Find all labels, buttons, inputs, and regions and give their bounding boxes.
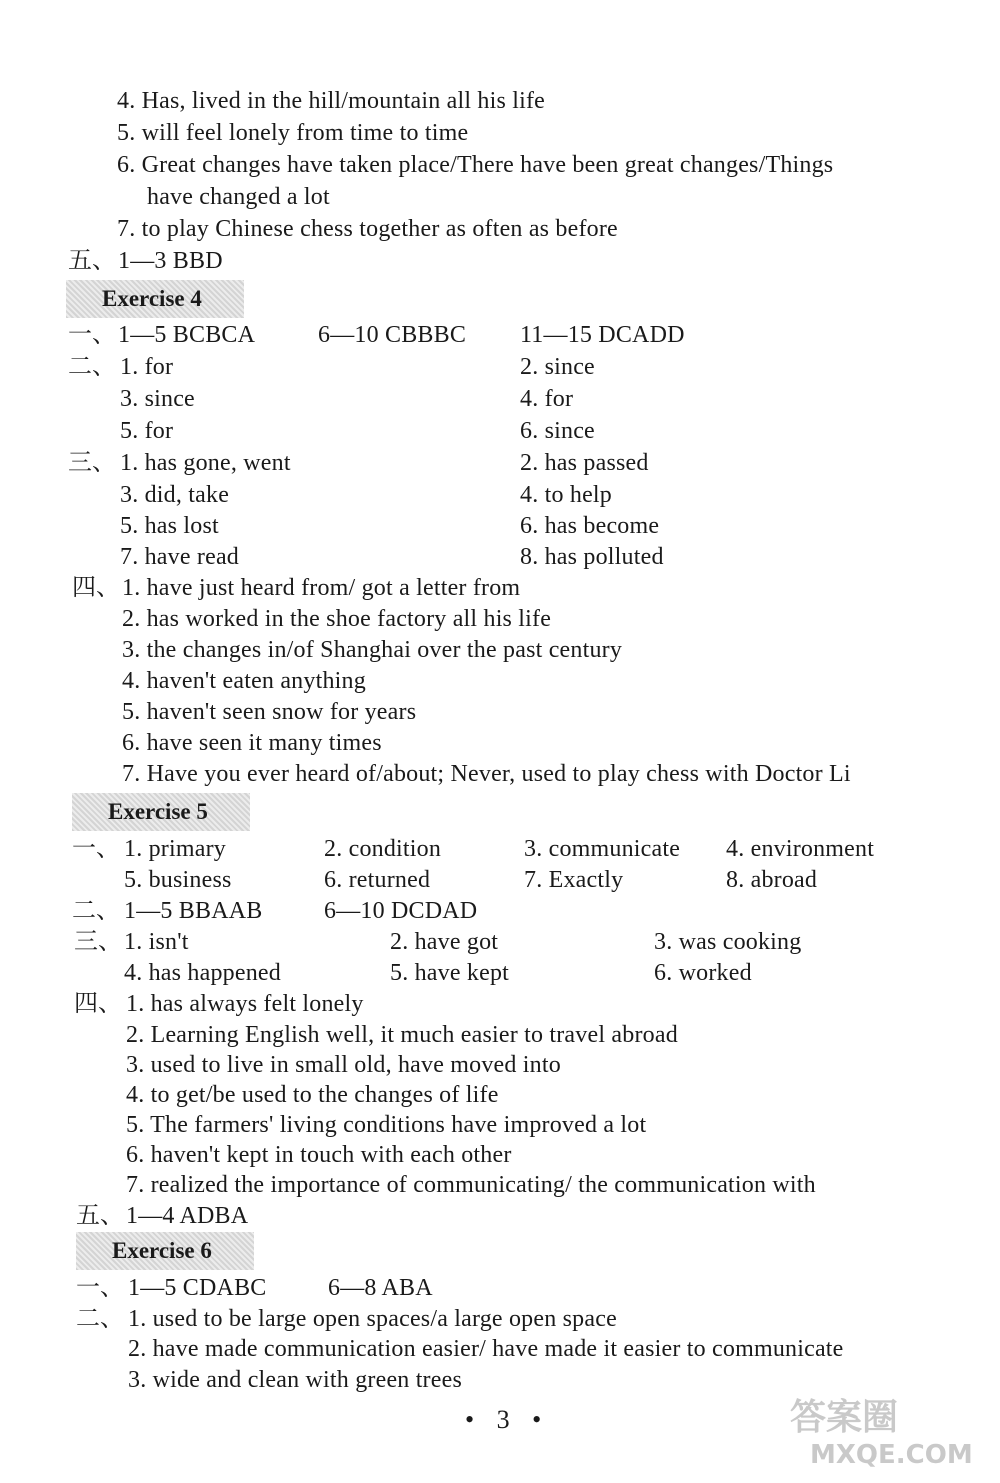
answer-item: 1. used to be large open spaces/a large open space [128,1306,617,1332]
answer-item: 7. to play Chinese chess together as often as before [117,216,618,242]
answer-item: 5. has lost [120,513,219,539]
answer-item: 1. has always felt lonely [126,991,364,1017]
answer-item: 7. realized the importance of communicating/ the communication with [126,1172,816,1198]
answer-item: 5. business [124,867,232,893]
answer-item: 1. has gone, went [120,450,291,476]
answer-item: 6. returned [324,867,431,893]
section-marker: 四、 [74,991,122,1017]
answer-item: 4. environment [726,836,875,862]
answer-item: 6—10 DCDAD [324,898,478,924]
answer-item: 3. the changes in/of Shanghai over the past century [122,637,623,663]
section-marker: 一、 [72,836,120,862]
answer-item: 1—5 CDABC [128,1275,267,1301]
answer-item: 2. have made communication easier/ have made it easier to communicate [128,1336,844,1362]
answer-item: 3. did, take [120,482,230,508]
answer-item: 3. was cooking [654,929,802,955]
answer-item: 6. has become [520,513,660,539]
exercise-heading: Exercise 4 [66,280,244,318]
answer-item: 3. since [120,386,195,412]
answer-item: 3. used to live in small old, have moved into [126,1052,561,1078]
answer-item: 4. to get/be used to the changes of life [126,1082,499,1108]
answer-item: 4. Has, lived in the hill/mountain all his life [117,88,546,114]
section-marker: 三、 [74,929,122,955]
answer-item: 3. wide and clean with green trees [128,1367,462,1393]
answer-item: 5. haven't seen snow for years [122,699,417,725]
answer-item: 11—15 DCADD [520,322,685,348]
section-marker: 一、 [76,1275,124,1301]
answer-item: 6. worked [654,960,752,986]
answer-item: 1—5 BBAAB [124,898,263,924]
page-number: • 3 • [465,1405,550,1434]
answer-item: 1—3 BBD [118,248,223,274]
answer-item: 1. have just heard from/ got a letter from [122,575,521,601]
answer-item: 6—8 ABA [328,1275,433,1301]
answer-item: 6. have seen it many times [122,730,382,756]
answer-item: 4. haven't eaten anything [122,668,366,694]
answer-item: 2. since [520,354,595,380]
answer-item: 3. communicate [524,836,681,862]
answer-item: 1. primary [124,836,226,862]
answer-item: 1. isn't [124,929,189,955]
section-marker: 二、 [76,1306,124,1332]
watermark-url: MXQE.COM [810,1440,973,1470]
answer-item: 1—5 BCBCA [118,322,256,348]
answer-item: 2. Learning English well, it much easier to travel abroad [126,1022,678,1048]
answer-item: 8. abroad [726,867,818,893]
section-marker: 五、 [68,248,116,274]
answer-item: 4. to help [520,482,612,508]
answer-item: 4. for [520,386,574,412]
answer-item: 2. has worked in the shoe factory all his life [122,606,552,632]
answer-item: 2. condition [324,836,442,862]
answer-item: 7. Exactly [524,867,624,893]
answer-item: 5. have kept [390,960,510,986]
answer-item: 5. for [120,418,174,444]
answer-item: 7. have read [120,544,240,570]
section-marker: 二、 [68,354,116,380]
answer-item: 1. for [120,354,174,380]
answer-item: 5. will feel lonely from time to time [117,120,469,146]
section-marker: 五、 [76,1203,124,1229]
watermark-logo: 答案圈 [790,1397,899,1438]
answer-item: 5. The farmers' living conditions have improved a lot [126,1112,647,1138]
section-marker: 三、 [68,450,116,476]
section-marker: 四、 [72,575,120,601]
answer-item: 6. Great changes have taken place/There have been great changes/Things [117,152,834,178]
answer-item-continuation: have changed a lot [147,184,330,210]
answer-item: 4. has happened [124,960,281,986]
answer-item: 1—4 ADBA [126,1203,249,1229]
answer-item: 6. since [520,418,595,444]
answer-item: 6. haven't kept in touch with each other [126,1142,512,1168]
answer-item: 2. have got [390,929,499,955]
section-marker: 一、 [68,322,116,348]
answer-item: 2. has passed [520,450,649,476]
answer-item: 8. has polluted [520,544,664,570]
exercise-heading: Exercise 5 [72,793,250,831]
answer-item: 6—10 CBBBC [318,322,467,348]
exercise-heading: Exercise 6 [76,1232,254,1270]
answer-item: 7. Have you ever heard of/about; Never, used to play chess with Doctor Li [122,761,851,787]
section-marker: 二、 [72,898,120,924]
